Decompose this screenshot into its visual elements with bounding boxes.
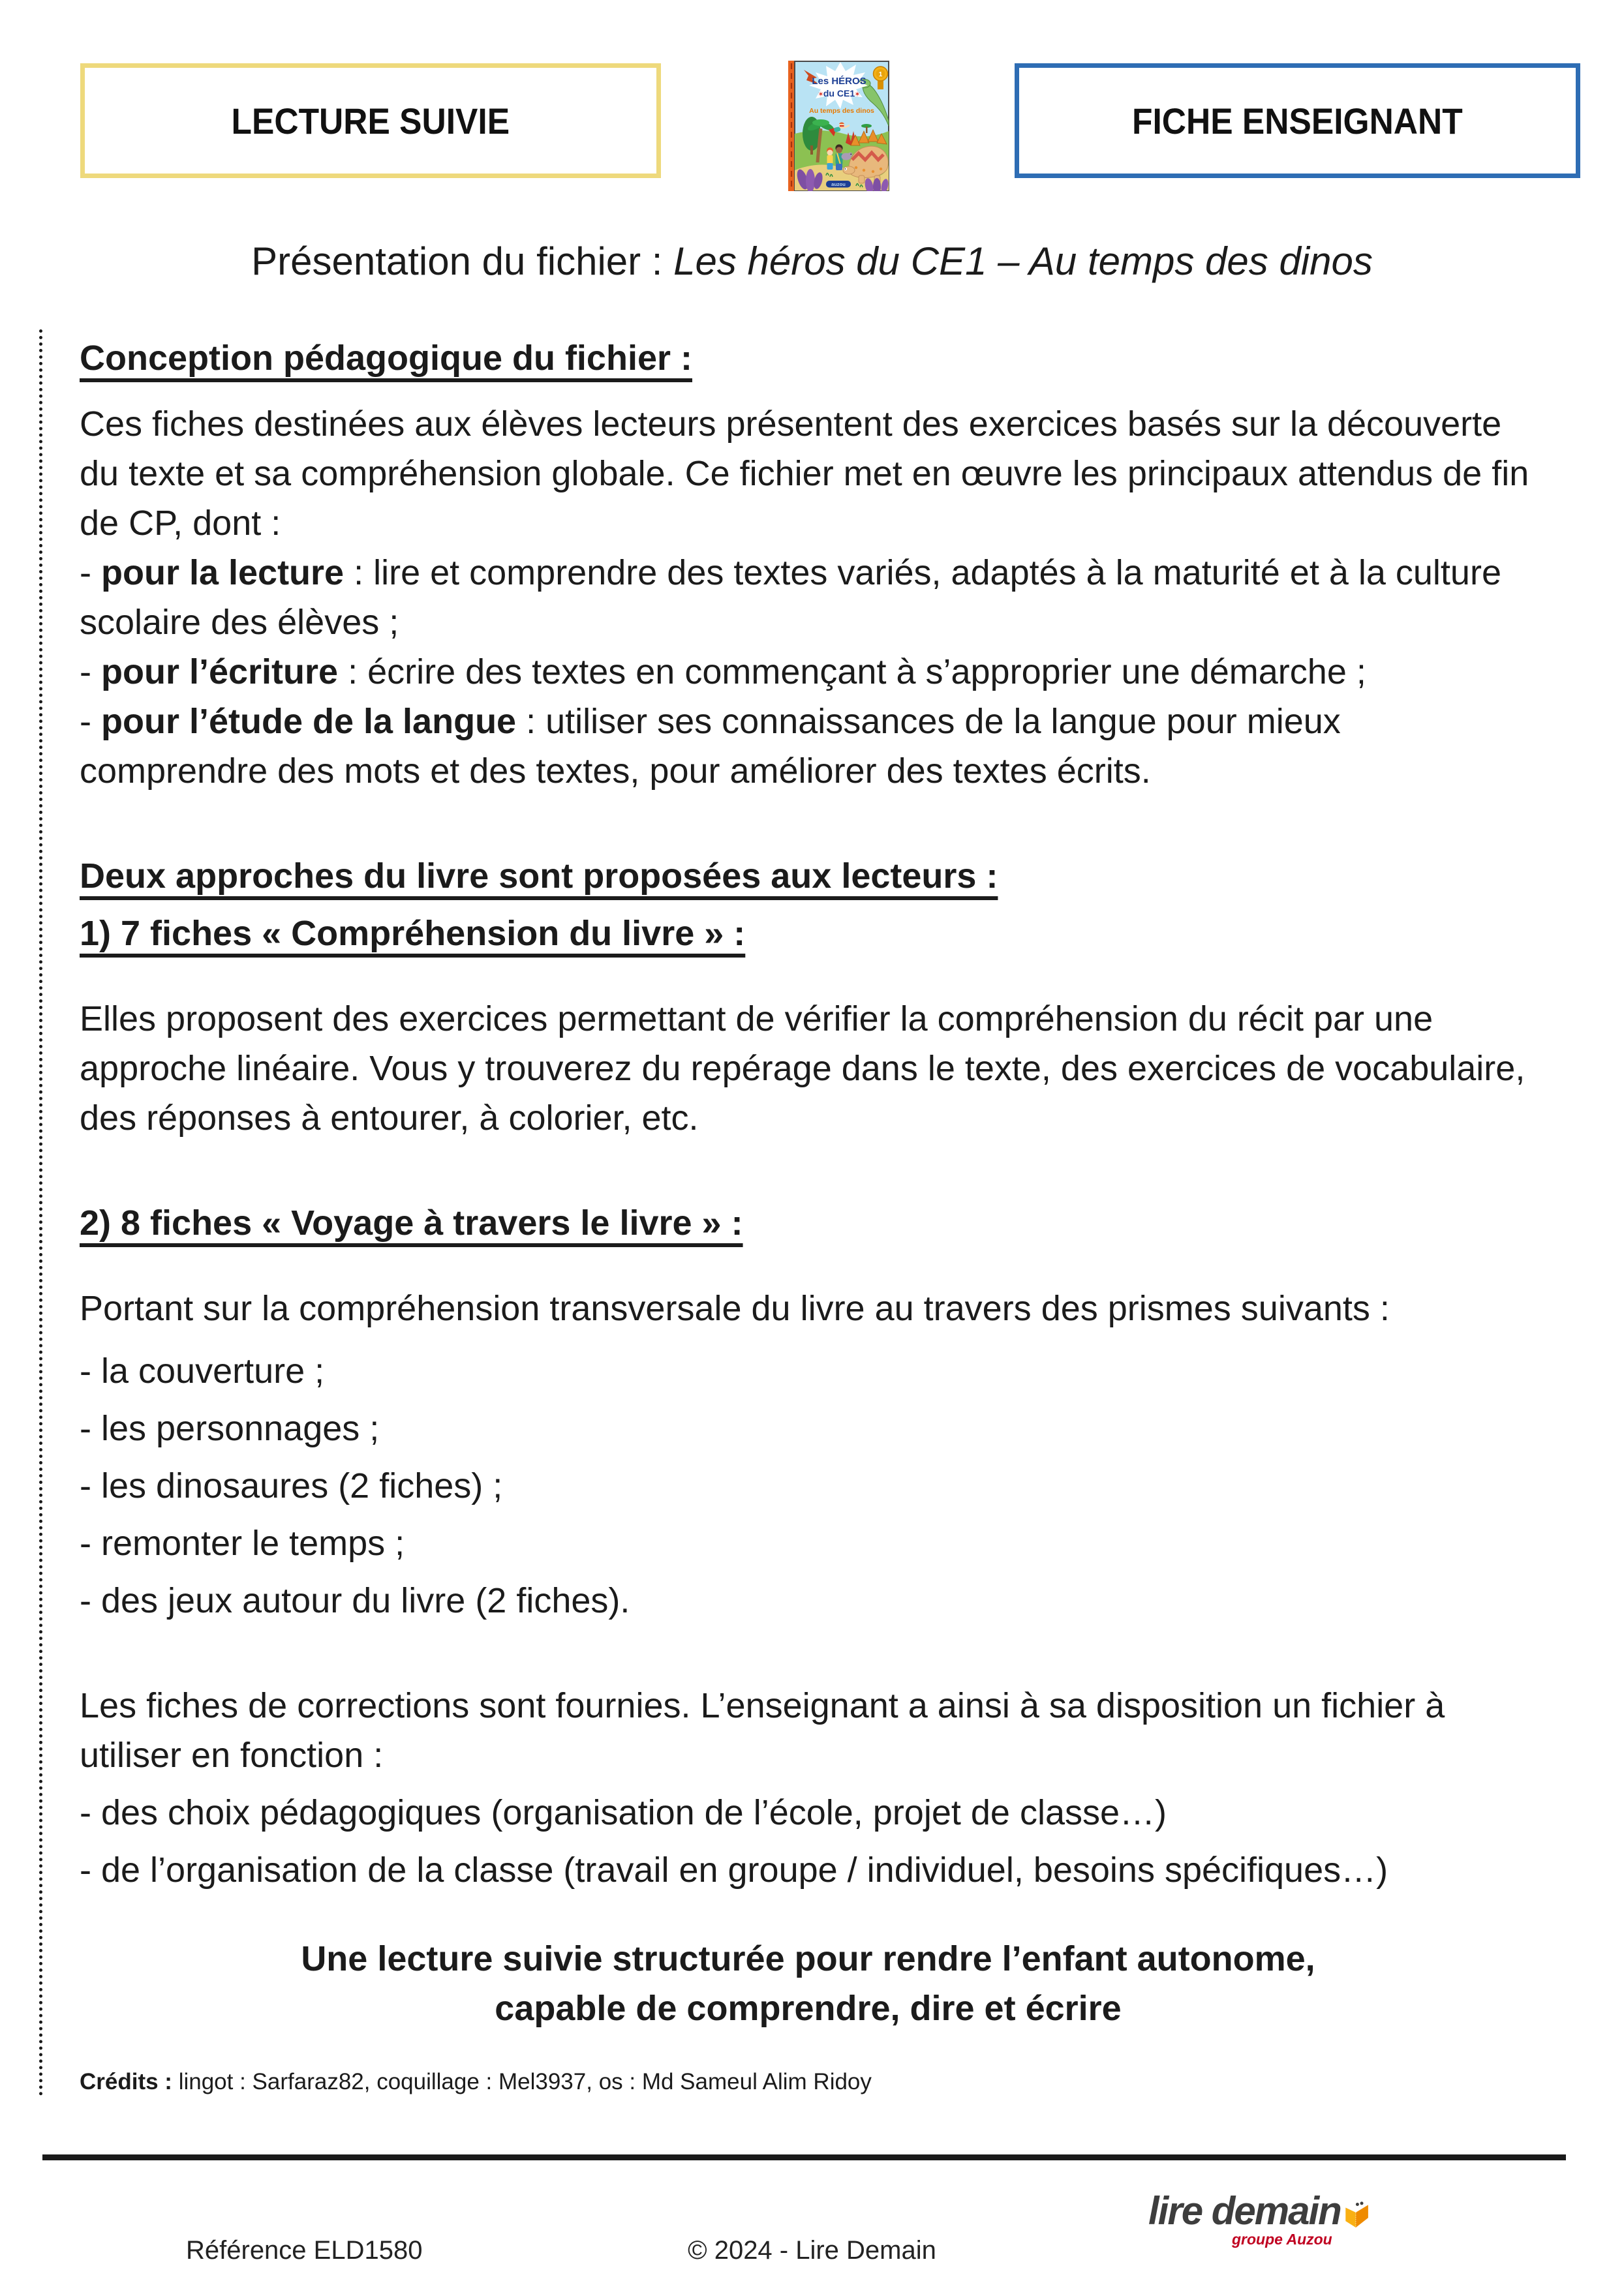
list-item-remonter-temps: - remonter le temps ; bbox=[80, 1524, 405, 1563]
footer-copyright: © 2024 - Lire Demain bbox=[688, 2236, 936, 2265]
conclusion-line2: capable de comprendre, dire et écrire bbox=[495, 1989, 1122, 2028]
cover-title-top: Les HÉROS bbox=[812, 76, 866, 87]
credits-line bbox=[80, 2067, 1537, 2097]
fiche-enseignant-label: FICHE ENSEIGNANT bbox=[1132, 100, 1463, 142]
svg-text:✶: ✶ bbox=[818, 91, 824, 98]
bullet-text: : utiliser ses connaissances de la langue pour mieux comprendre des mots et des textes, pour améliorer des textes écrits. bbox=[80, 702, 1341, 791]
conclusion-statement bbox=[80, 1934, 1537, 2033]
bullet-etude-langue bbox=[80, 697, 1537, 796]
heading-voyage-livre: 2) 8 fiches « Voyage à travers le livre » : bbox=[80, 1203, 743, 1243]
open-book-icon bbox=[1343, 2186, 1370, 2244]
paragraph-conception-intro: Ces fiches destinées aux élèves lecteurs présentent des exercices basés sur la découverte du texte et sa compréhension globale. Ce fichier met en œuvre les principaux attendus de fin de CP, dont : bbox=[80, 404, 1529, 543]
bullet-dash: - bbox=[80, 702, 101, 741]
cover-badge: 1 bbox=[878, 71, 883, 78]
book-cover-image bbox=[788, 61, 889, 191]
list-item-jeux: - des jeux autour du livre (2 fiches). bbox=[80, 1581, 630, 1620]
bullet-text: : écrire des textes en commençant à s’approprier une démarche ; bbox=[338, 652, 1366, 691]
list-item-couverture: - la couverture ; bbox=[80, 1352, 325, 1391]
bullet-bold-label: pour l’écriture bbox=[101, 652, 339, 691]
credits-label: Crédits : bbox=[80, 2069, 172, 2094]
lire-demain-logo bbox=[1148, 2185, 1370, 2283]
bullet-bold-label: pour l’étude de la langue bbox=[101, 702, 517, 741]
logo-wordmark: lire demain bbox=[1148, 2189, 1341, 2233]
page-title-book: Les héros du CE1 – Au temps des dinos bbox=[673, 239, 1373, 283]
footer-divider bbox=[42, 2154, 1566, 2160]
bullet-pour-la-lecture bbox=[80, 548, 1537, 647]
list-item-choix-pedagogiques: - des choix pédagogiques (organisation de l’école, projet de classe…) bbox=[80, 1793, 1167, 1832]
logo-groupe-auzou: groupe Auzou bbox=[1232, 2231, 1332, 2248]
list-item-dinosaures: - les dinosaures (2 fiches) ; bbox=[80, 1466, 503, 1505]
page-title bbox=[0, 239, 1624, 284]
list-item-personnages: - les personnages ; bbox=[80, 1409, 380, 1448]
svg-text:✶: ✶ bbox=[854, 91, 861, 98]
list-item-organisation-classe: - de l’organisation de la classe (travail en groupe / individuel, besoins spécifiques…) bbox=[80, 1850, 1388, 1890]
conclusion-line1: Une lecture suivie structurée pour rendre l’enfant autonome, bbox=[301, 1939, 1315, 1978]
footer-reference: Référence ELD1580 bbox=[186, 2236, 423, 2265]
bullet-bold-label: pour la lecture bbox=[101, 553, 345, 592]
paragraph-comprehension: Elles proposent des exercices permettant de vérifier la compréhension du récit par une approche linéaire. Vous y trouverez du repérage dans le texte, des exercices de vocabulaire, des réponses à entourer, à colorier, etc. bbox=[80, 999, 1525, 1138]
heading-deux-approches: Deux approches du livre sont proposées aux lecteurs : bbox=[80, 856, 998, 896]
fiche-enseignant-box bbox=[1015, 63, 1580, 178]
bullet-dash: - bbox=[80, 652, 101, 691]
bullet-pour-l-ecriture bbox=[80, 647, 1537, 697]
cover-title-bottom: du CE1 bbox=[823, 88, 855, 98]
cover-publisher: auzou bbox=[831, 181, 846, 187]
paragraph-voyage-intro: Portant sur la compréhension transversale du livre au travers des prismes suivants : bbox=[80, 1289, 1390, 1328]
bullet-text: : lire et comprendre des textes variés, adaptés à la maturité et à la culture scolaire des élèves ; bbox=[80, 553, 1501, 642]
main-content bbox=[39, 329, 1572, 2097]
lecture-suivie-box bbox=[80, 63, 661, 178]
heading-conception: Conception pédagogique du fichier : bbox=[80, 339, 692, 378]
lecture-suivie-label: LECTURE SUIVIE bbox=[231, 100, 510, 142]
paragraph-corrections: Les fiches de corrections sont fournies. L’enseignant a ainsi à sa disposition un fichier à utiliser en fonction : bbox=[80, 1686, 1445, 1775]
heading-comprehension-livre: 1) 7 fiches « Compréhension du livre » : bbox=[80, 914, 746, 953]
cover-subtitle: Au temps des dinos bbox=[809, 107, 874, 115]
credits-text: lingot : Sarfaraz82, coquillage : Mel3937, os : Md Sameul Alim Ridoy bbox=[172, 2069, 872, 2094]
page-title-prefix: Présentation du fichier : bbox=[251, 239, 674, 283]
bullet-dash: - bbox=[80, 553, 101, 592]
